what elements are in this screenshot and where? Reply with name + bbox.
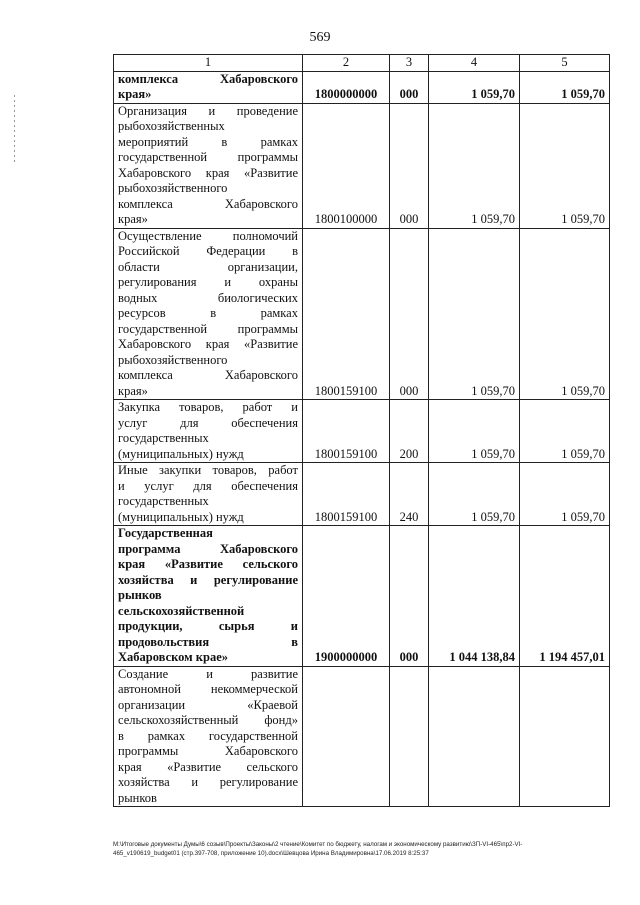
row-name-line: комплекса Хабаровского — [118, 71, 298, 86]
row-name-line: Хабаровского края «Развитие — [118, 337, 298, 351]
file-path-footer — [113, 840, 613, 858]
row-type-cell: 000 — [390, 71, 429, 103]
table-header-row — [114, 55, 610, 72]
table-row — [114, 71, 610, 103]
row-name-line: комплекса Хабаровского — [118, 368, 298, 382]
row-value-2020-cell: 1 059,70 — [520, 103, 610, 228]
row-name-line: услуг для обеспечения — [118, 415, 298, 430]
row-name-line: хозяйства и регулирование — [118, 572, 298, 587]
row-name-line: Хабаровском крае» — [118, 650, 229, 664]
row-name-cell — [114, 463, 303, 526]
row-name-line: ресурсов в рамках — [118, 306, 298, 320]
row-name-line: Государственная — [118, 526, 213, 540]
row-name-cell — [114, 666, 303, 807]
row-name-line: области организации, — [118, 259, 298, 274]
table-row — [114, 666, 610, 807]
row-name-cell — [114, 526, 303, 667]
row-name-line: сельскохозяйственный фонд» — [118, 713, 298, 727]
row-name-line: государственных — [118, 494, 209, 508]
row-value-2019-cell: 1 059,70 — [429, 463, 520, 526]
row-name-line: рыбохозяйственного — [118, 181, 228, 195]
row-name-line: программа Хабаровского — [118, 541, 298, 556]
row-name-line: организации «Краевой — [118, 697, 298, 712]
row-value-2019-cell: 1 059,70 — [429, 103, 520, 228]
row-value-2020-cell: 1 059,70 — [520, 463, 610, 526]
row-name-line: края» — [118, 212, 148, 226]
row-value-2019-cell: 1 059,70 — [429, 71, 520, 103]
row-type-cell: 000 — [390, 228, 429, 400]
row-name-line: Закупка товаров, работ и — [118, 400, 298, 414]
row-code-cell: 1800159100 — [303, 400, 390, 463]
row-name-line: мероприятий в рамках — [118, 134, 298, 149]
page-number: 569 — [309, 30, 331, 45]
row-name-line: регулирования и охраны — [118, 275, 298, 289]
row-name-line: рыбохозяйственного — [118, 352, 228, 367]
row-code-cell: 1900000000 — [303, 526, 390, 667]
footer-line-1: M:\Итоговые документы Думы\6 созыв\Проекты\Законы\2 чтение\Комитет по бюджету, налогам и экономическому развитию\ЗП-VI-465\пр2-VI- — [113, 841, 523, 848]
row-code-cell: 1800159100 — [303, 228, 390, 400]
row-name-line: государственных — [118, 431, 209, 445]
row-code-cell: 1800159100 — [303, 463, 390, 526]
row-code-cell: 1800000000 — [303, 71, 390, 103]
row-name-cell — [114, 400, 303, 463]
row-name-line: края» — [118, 383, 148, 398]
footer-line-2: 465_v190619_budget01 (стр.397-708, приложение 10).docx\Шевцова Ирина Владимировна\17.06.2019 8:25:37 — [113, 850, 429, 857]
row-value-2019-cell: 1 059,70 — [429, 400, 520, 463]
column-header-2: 2 — [303, 55, 390, 72]
row-name-line: государственной программы — [118, 321, 298, 336]
table-row — [114, 103, 610, 228]
row-name-cell — [114, 71, 303, 103]
column-header-1: 1 — [114, 55, 303, 72]
row-name-line: программы Хабаровского — [118, 744, 298, 758]
row-value-2019-cell: 1 044 138,84 — [429, 526, 520, 667]
column-header-5: 5 — [520, 55, 610, 72]
row-name-line: продукции, сырья и — [118, 619, 298, 633]
table-row — [114, 228, 610, 400]
budget-table — [113, 54, 610, 807]
row-name-line: рынков — [118, 790, 157, 805]
table-row — [114, 463, 610, 526]
row-type-cell: 200 — [390, 400, 429, 463]
row-value-2020-cell — [520, 666, 610, 807]
row-value-2020-cell: 1 059,70 — [520, 71, 610, 103]
row-name-line: сельскохозяйственной — [118, 603, 245, 618]
row-name-line: рыбохозяйственных — [118, 119, 225, 133]
row-type-cell: 000 — [390, 526, 429, 667]
margin-mark — [14, 95, 15, 165]
row-name-line: края «Развитие сельского — [118, 557, 298, 571]
row-type-cell: 240 — [390, 463, 429, 526]
row-name-line: Создание и развитие — [118, 666, 298, 681]
row-name-line: хозяйства и регулирование — [118, 775, 298, 789]
row-name-line: Осуществление полномочий — [118, 228, 298, 243]
row-value-2019-cell: 1 059,70 — [429, 228, 520, 400]
column-header-4: 4 — [429, 55, 520, 72]
row-value-2019-cell — [429, 666, 520, 807]
row-name-line: (муниципальных) нужд — [118, 509, 244, 524]
row-name-line: Хабаровского края «Развитие — [118, 165, 298, 180]
row-name-line: автономной некоммерческой — [118, 682, 298, 696]
table-row — [114, 526, 610, 667]
row-name-line: (муниципальных) нужд — [118, 446, 244, 461]
row-name-line: государственной программы — [118, 150, 298, 164]
row-name-line: рынков — [118, 588, 162, 602]
table-body — [114, 71, 610, 807]
row-value-2020-cell: 1 059,70 — [520, 400, 610, 463]
row-name-line: и услуг для обеспечения — [118, 478, 298, 493]
row-name-line: Иные закупки товаров, работ — [118, 463, 298, 477]
row-name-cell — [114, 103, 303, 228]
row-value-2020-cell: 1 059,70 — [520, 228, 610, 400]
table-row — [114, 400, 610, 463]
row-name-line: в рамках государственной — [118, 728, 298, 743]
row-code-cell — [303, 666, 390, 807]
row-name-line: края «Развитие сельского — [118, 759, 298, 774]
row-name-line: комплекса Хабаровского — [118, 196, 298, 211]
column-header-3: 3 — [390, 55, 429, 72]
row-name-line: продовольствия в — [118, 634, 298, 649]
row-name-line: Российской Федерации в — [118, 244, 298, 258]
row-name-line: Организация и проведение — [118, 103, 298, 118]
row-name-line: края» — [118, 87, 152, 101]
row-type-cell: 000 — [390, 103, 429, 228]
row-value-2020-cell: 1 194 457,01 — [520, 526, 610, 667]
row-code-cell: 1800100000 — [303, 103, 390, 228]
row-type-cell — [390, 666, 429, 807]
row-name-cell — [114, 228, 303, 400]
row-name-line: водных биологических — [118, 290, 298, 305]
